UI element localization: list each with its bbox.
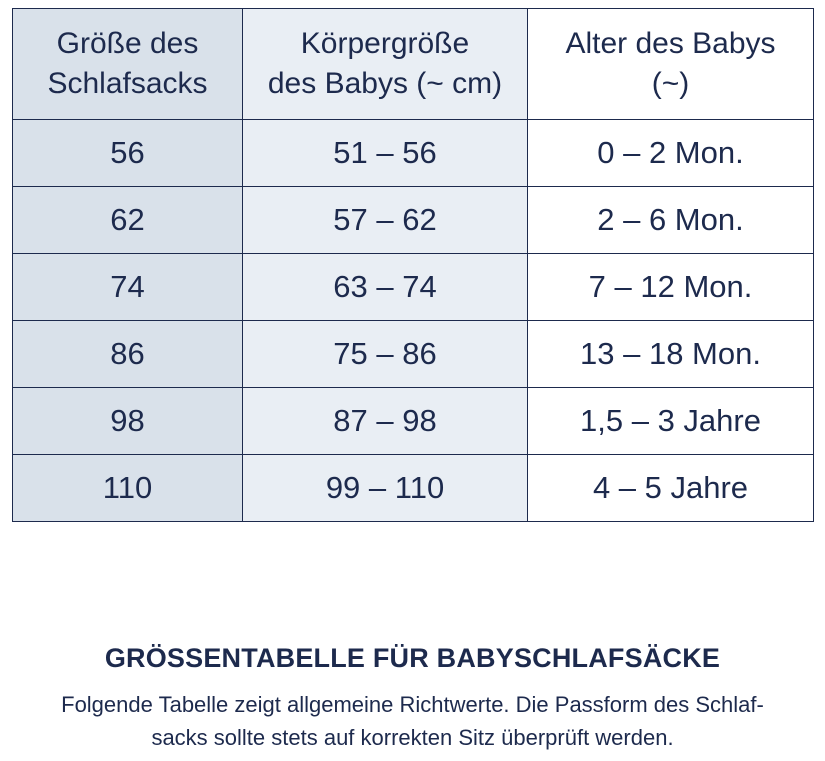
header-line: des Babys (~ cm) bbox=[267, 67, 503, 100]
cell-size: 62 bbox=[13, 187, 243, 254]
header-line: (~) bbox=[651, 67, 690, 100]
footer-description bbox=[40, 688, 785, 754]
header-line: Körpergröße bbox=[300, 27, 470, 60]
cell-age: 0 – 2 Mon. bbox=[528, 120, 814, 187]
table-row bbox=[13, 254, 814, 321]
cell-height: 75 – 86 bbox=[243, 321, 528, 388]
cell-size: 74 bbox=[13, 254, 243, 321]
footer-line: Folgende Tabelle zeigt allgemeine Richtwerte. Die Passform des Schlaf- bbox=[61, 692, 764, 717]
header-line: Alter des Babys bbox=[565, 27, 776, 60]
header-baby-age bbox=[528, 9, 814, 120]
footer-line: sacks sollte stets auf korrekten Sitz überprüft werden. bbox=[151, 725, 674, 750]
cell-age: 2 – 6 Mon. bbox=[528, 187, 814, 254]
cell-age: 7 – 12 Mon. bbox=[528, 254, 814, 321]
table-row bbox=[13, 321, 814, 388]
size-table bbox=[12, 8, 814, 522]
cell-age: 1,5 – 3 Jahre bbox=[528, 388, 814, 455]
cell-height: 57 – 62 bbox=[243, 187, 528, 254]
header-row bbox=[13, 9, 814, 120]
cell-size: 98 bbox=[13, 388, 243, 455]
cell-age: 13 – 18 Mon. bbox=[528, 321, 814, 388]
table-row bbox=[13, 455, 814, 522]
header-line: Größe des bbox=[56, 27, 199, 60]
table-row bbox=[13, 388, 814, 455]
table-row bbox=[13, 187, 814, 254]
table-row bbox=[13, 120, 814, 187]
footer-title: GRÖSSENTABELLE FÜR BABYSCHLAFSÄCKE bbox=[104, 643, 721, 673]
header-sleeping-bag-size bbox=[13, 9, 243, 120]
cell-size: 86 bbox=[13, 321, 243, 388]
cell-size: 56 bbox=[13, 120, 243, 187]
cell-size: 110 bbox=[13, 455, 243, 522]
cell-height: 87 – 98 bbox=[243, 388, 528, 455]
cell-age: 4 – 5 Jahre bbox=[528, 455, 814, 522]
header-body-height bbox=[243, 9, 528, 120]
cell-height: 63 – 74 bbox=[243, 254, 528, 321]
cell-height: 51 – 56 bbox=[243, 120, 528, 187]
header-line: Schlafsacks bbox=[47, 67, 208, 100]
cell-height: 99 – 110 bbox=[243, 455, 528, 522]
